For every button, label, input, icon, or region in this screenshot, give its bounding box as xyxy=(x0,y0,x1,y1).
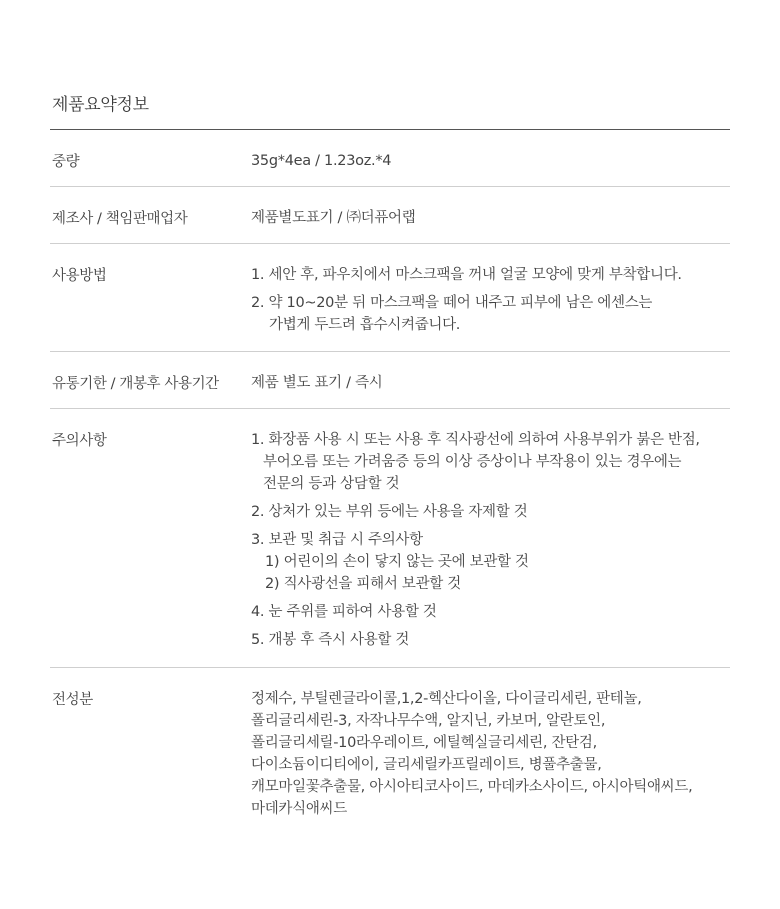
product-info-table xyxy=(50,130,730,820)
caution-item xyxy=(251,529,730,595)
ingredients-line: 마데카식애씨드 xyxy=(251,801,347,817)
row-value xyxy=(251,244,730,351)
section-title: 제품요약정보 xyxy=(52,95,149,115)
caution-subline: 1) 어린이의 손이 닿지 않는 곳에 보관할 것 xyxy=(265,554,529,570)
row-label: 사용방법 xyxy=(52,268,107,284)
expiry-value: 제품 별도 표기 / 즉시 xyxy=(251,375,383,391)
row-manufacturer xyxy=(50,187,730,244)
ingredients-line: 폴리글리세린-3, 자작나무수액, 알지닌, 카보머, 알란토인, xyxy=(251,713,606,729)
row-expiry xyxy=(50,352,730,409)
ingredients-line: 캐모마일꽃추출물, 아시아티코사이드, 마데카소사이드, 아시아틱애씨드, xyxy=(251,779,693,795)
usage-line: 2. 약 10~20분 뒤 마스크팩을 떼어 내주고 피부에 남은 에센스는 xyxy=(251,295,653,311)
row-weight xyxy=(50,130,730,187)
caution-line: 2. 상처가 있는 부위 등에는 사용을 자제할 것 xyxy=(251,504,528,520)
caution-item xyxy=(251,429,730,495)
row-label: 제조사 / 책임판매업자 xyxy=(52,211,188,227)
caution-line: 5. 개봉 후 즉시 사용할 것 xyxy=(251,632,410,648)
row-label: 유통기한 / 개봉후 사용기간 xyxy=(52,376,219,392)
row-usage xyxy=(50,244,730,352)
caution-subline: 2) 직사광선을 피해서 보관할 것 xyxy=(265,576,462,592)
caution-line: 부어오름 또는 가려움증 등의 이상 증상이나 부작용이 있는 경우에는 xyxy=(263,454,682,470)
usage-step xyxy=(251,292,730,336)
weight-value: 35g*4ea / 1.23oz.*4 xyxy=(251,153,392,169)
row-value xyxy=(251,409,730,667)
manufacturer-value: 제품별도표기 / ㈜더퓨어랩 xyxy=(251,210,416,226)
row-caution xyxy=(50,409,730,668)
caution-item xyxy=(251,629,730,651)
caution-line: 전문의 등과 상담할 것 xyxy=(263,476,400,492)
caution-item xyxy=(251,501,730,523)
row-label: 중량 xyxy=(52,154,80,170)
row-value xyxy=(251,187,730,243)
caution-item xyxy=(251,601,730,623)
ingredients-line: 폴리글리세릴-10라우레이트, 에틸헥실글리세린, 잔탄검, xyxy=(251,735,597,751)
row-ingredients xyxy=(50,668,730,820)
caution-line: 1. 화장품 사용 시 또는 사용 후 직사광선에 의하여 사용부위가 붉은 반점, xyxy=(251,432,700,448)
caution-line: 4. 눈 주위를 피하여 사용할 것 xyxy=(251,604,437,620)
ingredients-line: 정제수, 부틸렌글라이콜,1,2-헥산다이올, 다이글리세린, 판테놀, xyxy=(251,691,642,707)
row-value xyxy=(251,352,730,408)
usage-line: 1. 세안 후, 파우치에서 마스크팩을 꺼내 얼굴 모양에 맞게 부착합니다. xyxy=(251,267,682,283)
row-label: 전성분 xyxy=(52,692,93,708)
row-label: 주의사항 xyxy=(52,433,107,449)
row-value xyxy=(251,130,730,186)
usage-line: 가볍게 두드려 흡수시켜줍니다. xyxy=(269,317,461,333)
row-value xyxy=(251,668,730,820)
caution-line: 3. 보관 및 취급 시 주의사항 xyxy=(251,532,423,548)
usage-step xyxy=(251,264,730,286)
ingredients-line: 다이소듐이디티에이, 글리세릴카프릴레이트, 병풀추출물, xyxy=(251,757,602,773)
